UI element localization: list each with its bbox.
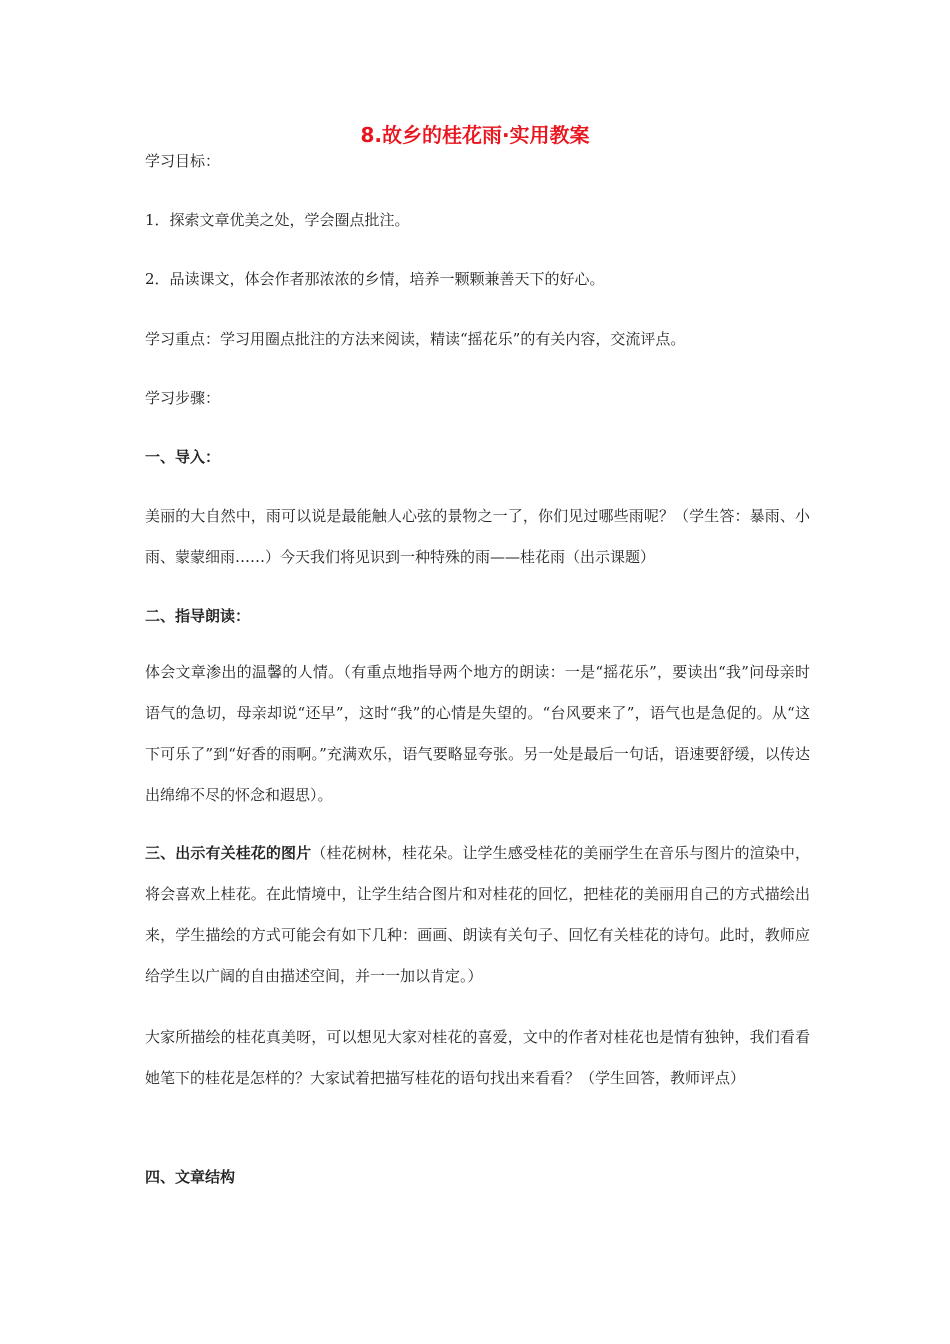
steps-heading: 学习步骤： xyxy=(145,389,221,407)
section-1-body: 美丽的大自然中，雨可以说是最能触人心弦的景物之一了，你们见过哪些雨呢？（学生答：暴雨、小雨、蒙蒙细雨……）今天我们将见识到一种特殊的雨——桂花雨（出示课题） xyxy=(145,507,810,566)
section-2-heading: 二、指导朗读： xyxy=(145,607,251,625)
section-3-heading: 三、出示有关桂花的图片 xyxy=(145,844,312,862)
objective-1: 1．探索文章优美之处，学会圈点批注。 xyxy=(145,211,410,229)
key-points: 学习重点：学习用圈点批注的方法来阅读，精读“摇花乐”的有关内容，交流评点。 xyxy=(145,330,686,348)
section-4-heading: 四、文章结构 xyxy=(145,1168,236,1186)
section-1-heading: 一、导入： xyxy=(145,448,221,466)
objective-2: 2．品读课文，体会作者那浓浓的乡情，培养一颗颗兼善天下的好心。 xyxy=(145,270,605,288)
section-3-body: （桂花树林，桂花朵。让学生感受桂花的美丽学生在音乐与图片的渲染中，将会喜欢上桂花。在此情境中，让学生结合图片和对桂花的回忆，把桂花的美丽用自己的方式描绘出来，学生描绘的方式可能会有如下几种：画画、朗读有关句子、回忆有关桂花的诗句。此时，教师应给学生以广阔的自由描述空间，并一一加以肯定。） xyxy=(145,844,810,985)
section-2-body: 体会文章渗出的温馨的人情。（有重点地指导两个地方的朗读：一是“摇花乐”，要读出“我”问母亲时语气的急切，母亲却说“还早”，这时“我”的心情是失望的。“台风要来了”，语气也是急促的。从“这下可乐了”到“好香的雨啊。”充满欢乐，语气要略显夸张。另一处是最后一句话，语速要舒缓，以传达出绵绵不尽的怀念和遐思）。 xyxy=(145,663,810,804)
objectives-heading: 学习目标： xyxy=(145,152,221,170)
section-3 xyxy=(145,833,810,997)
section-3-follow-up: 大家所描绘的桂花真美呀，可以想见大家对桂花的喜爱，文中的作者对桂花也是情有独钟，我们看看她笔下的桂花是怎样的？大家试着把描写桂花的语句找出来看看？（学生回答，教师评点） xyxy=(145,1028,810,1087)
document-title: 8.故乡的桂花雨·实用教案 xyxy=(360,123,590,147)
